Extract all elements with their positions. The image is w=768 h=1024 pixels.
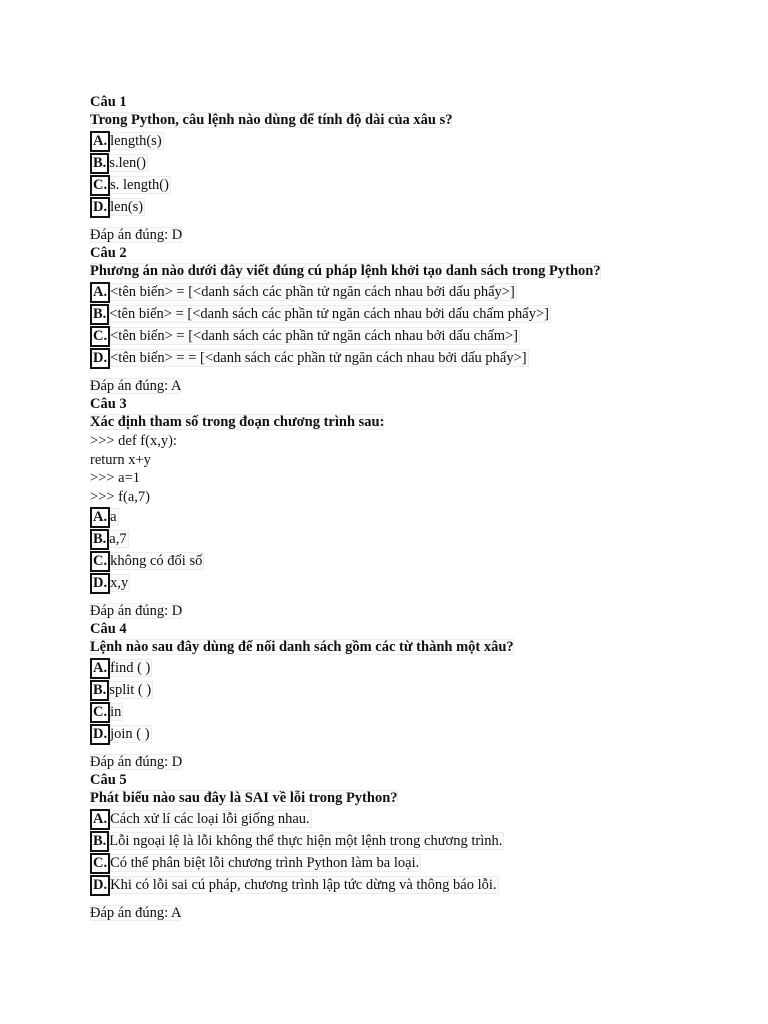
- option-letter: C.: [90, 551, 110, 572]
- option-b: [90, 303, 690, 325]
- option-letter: A.: [90, 282, 110, 303]
- option-letter: B.: [90, 831, 109, 852]
- option-a: [90, 506, 690, 528]
- question-text: Phương án nào dưới đây viết đúng cú pháp lệnh khởi tạo danh sách trong Python?: [90, 263, 601, 279]
- option-letter: A.: [90, 507, 110, 528]
- option-letter: C.: [90, 175, 110, 196]
- option-text: split ( ): [109, 682, 152, 698]
- option-text: s. length(): [110, 177, 169, 193]
- option-b: [90, 830, 690, 852]
- option-text: <tên biến> = [<danh sách các phần tử ngăn cách nhau bởi dấu chấm phẩy>]: [109, 306, 549, 322]
- option-letter: D.: [90, 573, 110, 594]
- answer-line: Đáp án đúng: D: [90, 754, 183, 770]
- option-c: [90, 550, 690, 572]
- option-text: s.len(): [109, 155, 146, 171]
- option-b: [90, 679, 690, 701]
- question-1: [90, 93, 690, 244]
- option-b: [90, 152, 690, 174]
- option-text: Lỗi ngoại lệ là lỗi không thể thực hiện một lệnh trong chương trình.: [109, 833, 503, 849]
- option-letter: D.: [90, 724, 110, 745]
- question-text: Trong Python, câu lệnh nào dùng để tính độ dài của xâu s?: [90, 112, 453, 128]
- question-3: [90, 395, 690, 620]
- code-line: >>> f(a,7): [90, 488, 150, 505]
- question-title: Câu 4: [90, 621, 127, 637]
- option-text: <tên biến> = [<danh sách các phần tử ngăn cách nhau bởi dấu chấm>]: [110, 328, 518, 344]
- question-title: Câu 2: [90, 245, 127, 261]
- question-text: Phát biểu nào sau đây là SAI về lỗi trong Python?: [90, 790, 398, 806]
- option-d: [90, 572, 690, 594]
- option-text: a,7: [109, 531, 127, 547]
- option-letter: C.: [90, 702, 110, 723]
- question-text: Xác định tham số trong đoạn chương trình sau:: [90, 414, 385, 430]
- option-a: [90, 808, 690, 830]
- option-c: [90, 852, 690, 874]
- option-letter: A.: [90, 131, 110, 152]
- code-line: return x+y: [90, 451, 151, 468]
- option-letter: D.: [90, 875, 110, 896]
- option-letter: C.: [90, 326, 110, 347]
- question-4: [90, 620, 690, 771]
- option-c: [90, 174, 690, 196]
- option-text: Khi có lỗi sai cú pháp, chương trình lập tức dừng và thông báo lỗi.: [110, 877, 497, 893]
- option-text: x,y: [110, 575, 129, 591]
- option-a: [90, 130, 690, 152]
- option-text: length(s): [110, 133, 162, 149]
- option-letter: B.: [90, 680, 109, 701]
- option-letter: B.: [90, 304, 109, 325]
- option-c: [90, 325, 690, 347]
- code-line: >>> a=1: [90, 470, 141, 486]
- option-text: join ( ): [110, 726, 150, 742]
- option-a: [90, 657, 690, 679]
- question-title: Câu 1: [90, 94, 127, 110]
- option-text: <tên biến> = [<danh sách các phần tử ngăn cách nhau bởi dấu phẩy>]: [110, 284, 515, 300]
- question-5: [90, 771, 690, 922]
- option-letter: A.: [90, 658, 110, 679]
- option-letter: C.: [90, 853, 110, 874]
- code-line: >>> def f(x,y):: [90, 433, 177, 449]
- option-a: [90, 281, 690, 303]
- answer-line: Đáp án đúng: D: [90, 227, 183, 243]
- option-b: [90, 528, 690, 550]
- option-text: Có thể phân biệt lỗi chương trình Python làm ba loại.: [110, 855, 420, 871]
- option-letter: B.: [90, 529, 109, 550]
- question-title: Câu 5: [90, 772, 127, 788]
- option-text: Cách xử lí các loại lỗi giống nhau.: [110, 811, 310, 827]
- option-text: không có đối số: [110, 553, 203, 569]
- option-letter: B.: [90, 153, 109, 174]
- option-text: find ( ): [110, 660, 151, 676]
- option-letter: A.: [90, 809, 110, 830]
- answer-line: Đáp án đúng: D: [90, 603, 183, 619]
- answer-line: Đáp án đúng: A: [90, 378, 182, 394]
- answer-line: Đáp án đúng: A: [90, 905, 182, 921]
- option-text: <tên biến> = = [<danh sách các phần tử ngăn cách nhau bởi dấu phẩy>]: [110, 350, 527, 366]
- option-text: len(s): [110, 199, 144, 215]
- option-letter: D.: [90, 197, 110, 218]
- option-d: [90, 874, 690, 896]
- option-text: a: [110, 509, 117, 525]
- question-text: Lệnh nào sau đây dùng để nối danh sách gồm các từ thành một xâu?: [90, 639, 514, 655]
- option-d: [90, 196, 690, 218]
- option-letter: D.: [90, 348, 110, 369]
- quiz-document: [90, 93, 690, 922]
- option-text: in: [110, 704, 122, 720]
- option-d: [90, 347, 690, 369]
- option-d: [90, 723, 690, 745]
- option-c: [90, 701, 690, 723]
- question-2: [90, 244, 690, 395]
- question-title: Câu 3: [90, 396, 127, 412]
